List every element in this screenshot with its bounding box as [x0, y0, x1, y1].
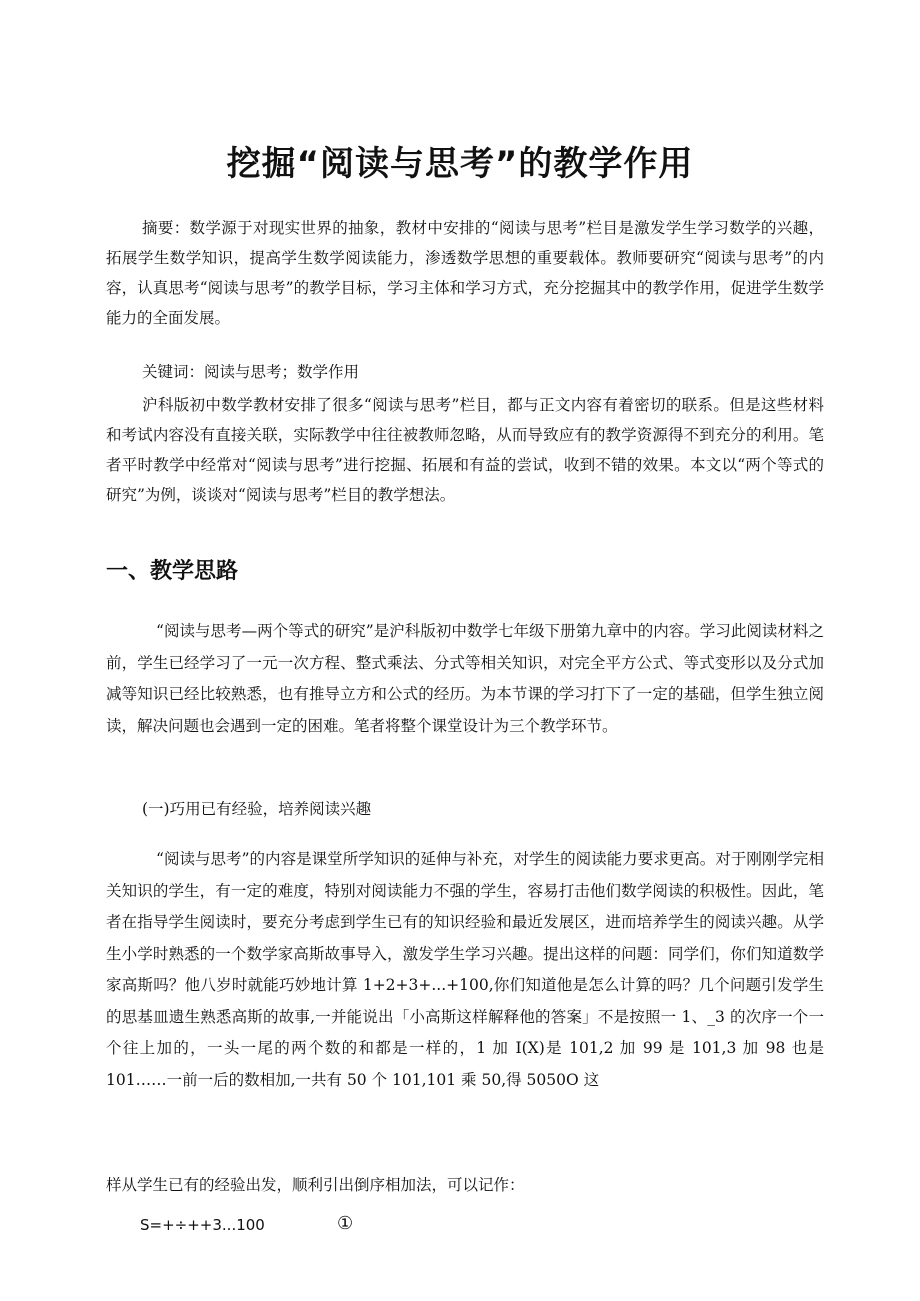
section-heading: 一、教学思路 — [106, 559, 239, 584]
document-title: 挖掘“阅读与思考”的教学作用 — [226, 144, 694, 184]
subsection-heading: (一)巧用已有经验，培养阅读兴趣 — [142, 800, 372, 818]
keywords-line: 关键词：阅读与思考；数学作用 — [142, 363, 360, 381]
section-paragraph-1: “阅读与思考—两个等式的研究”是沪科版初中数学七年级下册第九章中的内容。学习此阅读材料之前，学生已经学习了一元一次方程、整式乘法、分式等相关知识，对完全平方公式、等式变形以及分式加减等知识已经比较熟悉，也有推导立方和公式的经历。为本节课的学习打下了一定的基础，但学生独立阅读，解决问题也会遇到一定的困难。笔者将整个课堂设计为三个教学环节。 — [106, 622, 824, 735]
formula-number: ① — [337, 1213, 354, 1234]
section-paragraph-3: 样从学生已有的经验出发，顺利引出倒序相加法，可以记作： — [106, 1176, 525, 1194]
section-paragraph-2: “阅读与思考”的内容是课堂所学知识的延伸与补充，对学生的阅读能力要求更高。对于刚刚学完相关知识的学生，有一定的难度，特别对阅读能力不强的学生，容易打击他们数学阅读的积极性。因此，笔者在指导学生阅读时，要充分考虑到学生已有的知识经验和最近发展区，进而培养学生的阅读兴趣。从学生小学时熟悉的一个数学家高斯故事导入，激发学生学习兴趣。提出这样的问题：同学们，你们知道数学家高斯吗？他八岁时就能巧妙地计算 1+2+3+...+100,你们知道他是怎么计算的吗？几个问题引发学生的思基皿遗生熟悉高斯的故事,一并能说出「小高斯这样解释他的答案」不是按照一 1、_3 的次序一个一个往上加的，一头一尾的两个数的和都是一样的，1 加 I(X)是 101,2 加 99 是 101,3 加 98 也是 101……一前一后的数相加,一共有 50 个 101,101 乘 50,得 5050O 这 — [106, 850, 824, 1089]
formula: S=+÷++3...100 — [140, 1216, 265, 1234]
intro-paragraph: 沪科版初中数学教材安排了很多“阅读与思考”栏目，都与正文内容有着密切的联系。但是这些材料和考试内容没有直接关联，实际教学中往往被教师忽略，从而导致应有的教学资源得不到充分的利用。笔者平时教学中经常对“阅读与思考”进行挖掘、拓展和有益的尝试，收到不错的效果。本文以“两个等式的研究”为例，谈谈对“阅读与思考”栏目的教学想法。 — [106, 396, 824, 504]
abstract-paragraph: 摘要：数学源于对现实世界的抽象，教材中安排的“阅读与思考”栏目是激发学生学习数学的兴趣，拓展学生数学知识，提高学生数学阅读能力，渗透数学思想的重要载体。教师要研究“阅读与思考”的内容，认真思考“阅读与思考”的教学目标，学习主体和学习方式，充分挖掘其中的教学作用，促进学生数学能力的全面发展。 — [106, 219, 824, 327]
